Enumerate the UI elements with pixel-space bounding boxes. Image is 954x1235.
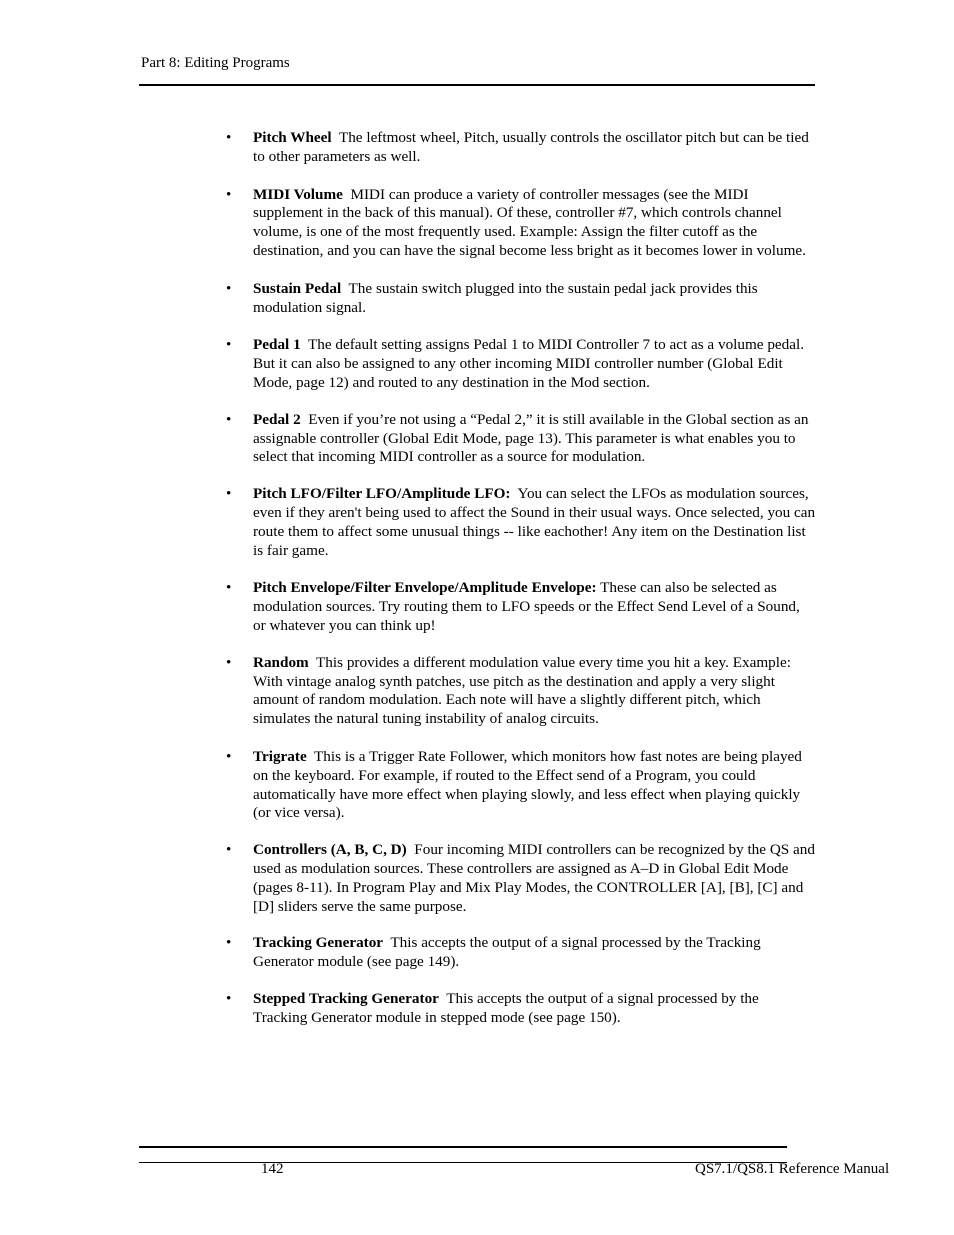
list-item [226,748,816,823]
item-term: Controllers (A, B, C, D) [253,841,407,859]
item-text: You can select the LFOs as modulation sources, even if they aren't being used to affect the Sound in their usual ways. Once selected, you can route them to affect some unusual things -- like eachother! Any item on the Destination list is fair game. [253,485,816,559]
bullet-icon: • [226,129,232,146]
list-item [226,485,816,560]
item-text: MIDI can produce a variety of controller messages (see the MIDI supplement in the back of this manual). Of these, controller #7, which controls channel volume, is one of the most frequently used. Example: Assign the filter cutoff as the destination, and you can have the signal become less bright as it becomes lower in volume. [253,185,806,259]
item-text: The sustain switch plugged into the sustain pedal jack provides this modulation signal. [253,279,758,316]
list-item [226,654,816,729]
modulation-source-list [226,129,816,1027]
item-term: Pitch LFO/Filter LFO/Amplitude LFO: [253,485,511,503]
bullet-icon: • [226,579,232,597]
item-text: This accepts the output of a signal processed by the Tracking Generator module in stepped mode (see page 150). [253,989,759,1026]
bullet-icon: • [226,934,232,952]
bullet-icon: • [226,841,232,859]
footer-rule [139,1146,787,1148]
item-text: Four incoming MIDI controllers can be recognized by the QS and used as modulation sources. These controllers are assigned as A–D in Global Edit Mode (pages 8-11). In Program Play and Mix Play Modes, the CONTROLLER [A], [B], [C] and [D] sliders serve the same purpose. [253,841,815,915]
item-term: Pedal 2 [253,410,301,428]
item-term: Pitch Envelope/Filter Envelope/Amplitude Envelope: [253,579,597,597]
header-rule [139,84,815,86]
bullet-icon: • [226,485,232,503]
page-number: 142 [261,1161,284,1177]
item-term: Random [253,653,309,671]
item-text: The leftmost wheel, Pitch, usually controls the oscillator pitch but can be tied to other parameters as well. [253,129,809,165]
list-item [226,990,816,1028]
item-text: This provides a different modulation value every time you hit a key. Example: With vintage analog synth patches, use pitch as the destination and apply a very slight amount of random modulation. Each note will have a slightly different pitch, which simulates the natural tuning instability of analog circuits. [253,653,791,728]
item-term: Pitch Wheel [253,129,332,146]
manual-title: QS7.1/QS8.1 Reference Manual [695,1161,890,1177]
item-term: MIDI Volume [253,185,343,203]
list-item [226,129,816,167]
item-term: Tracking Generator [253,934,384,952]
list-item [226,579,816,635]
item-term: Pedal 1 [253,336,301,354]
item-text: This accepts the output of a signal processed by the Tracking Generator module (see page 149). [253,934,761,971]
bullet-icon: • [226,279,232,297]
list-item [226,841,816,916]
list-item [226,186,816,261]
item-text: This is a Trigger Rate Follower, which monitors how fast notes are being played on the keyboard. For example, if routed to the Effect send of a Program, you could automatically have more effect when playing slowly, and less effect when playing quickly (or vice versa). [253,747,802,822]
running-header: Part 8: Editing Programs [141,55,290,71]
bullet-icon: • [226,410,232,428]
list-item [226,411,816,467]
bullet-icon: • [226,989,232,1007]
item-term: Sustain Pedal [253,279,342,297]
footer-thin-rule [139,1162,787,1163]
bullet-icon: • [226,653,232,671]
bullet-icon: • [226,185,232,203]
list-item [226,336,816,392]
item-text: Even if you’re not using a “Pedal 2,” it is still available in the Global section as an assignable controller (Global Edit Mode, page 13). This parameter is what enables you to select that incoming MIDI controller as a source for modulation. [253,410,809,466]
item-term: Trigrate [253,747,307,765]
item-text: The default setting assigns Pedal 1 to MIDI Controller 7 to act as a volume pedal. But it can also be assigned to any other incoming MIDI controller number (Global Edit Mode, page 12) and routed to any destination in the Mod section. [253,336,805,391]
item-term: Stepped Tracking Generator [253,989,439,1007]
item-text: These can also be selected as modulation sources. Try routing them to LFO speeds or the Effect Send Level of a Sound, or whatever you can think up! [253,579,800,634]
list-item [226,934,816,972]
bullet-icon: • [226,747,232,765]
list-item [226,280,816,318]
bullet-icon: • [226,336,232,354]
